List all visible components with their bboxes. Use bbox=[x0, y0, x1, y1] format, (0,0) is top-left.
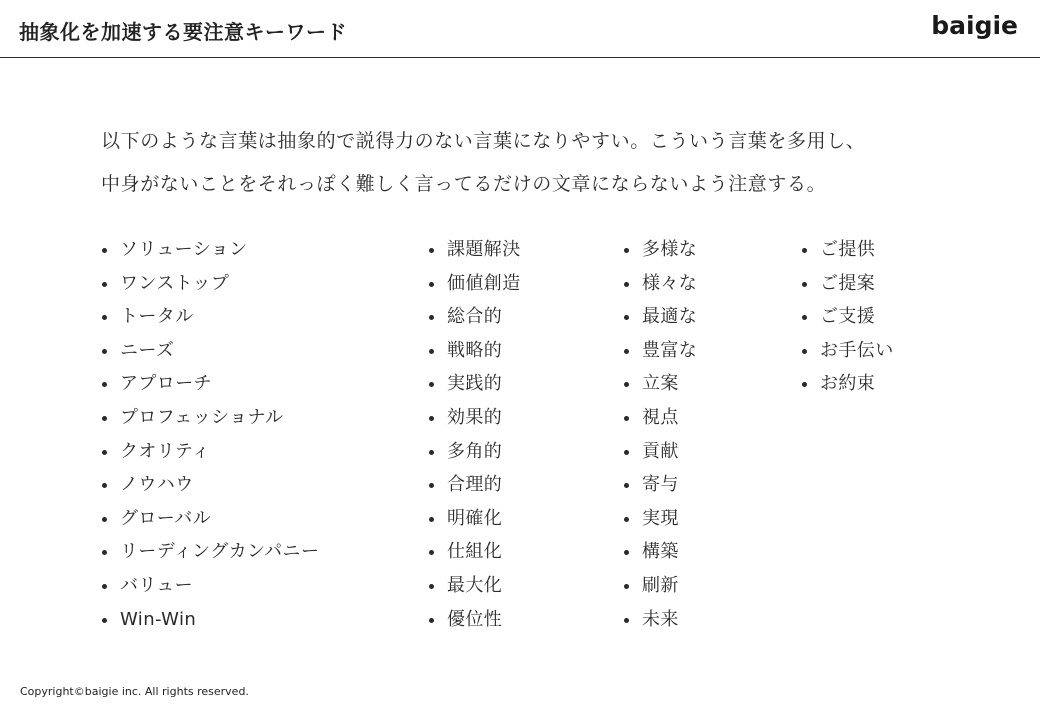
keyword-item: ご提案 bbox=[801, 267, 894, 301]
keyword-item: お手伝い bbox=[801, 334, 894, 368]
keyword-item: 貢献 bbox=[623, 435, 697, 469]
keyword-item: 価値創造 bbox=[428, 267, 521, 301]
keyword-item: ご提供 bbox=[801, 233, 894, 267]
keyword-item: 優位性 bbox=[428, 603, 521, 637]
keyword-item: 最適な bbox=[623, 300, 697, 334]
keyword-list-honorifics bbox=[801, 233, 894, 401]
copyright-footer: Copyright©baigie inc. All rights reserved. bbox=[20, 685, 249, 698]
keyword-item: プロフェッショナル bbox=[101, 401, 319, 435]
keyword-item: バリュー bbox=[101, 569, 319, 603]
keyword-item: 豊富な bbox=[623, 334, 697, 368]
keyword-item: トータル bbox=[101, 300, 319, 334]
keyword-item: アプローチ bbox=[101, 367, 319, 401]
keyword-item: 戦略的 bbox=[428, 334, 521, 368]
keyword-item: クオリティ bbox=[101, 435, 319, 469]
intro-text bbox=[101, 120, 981, 206]
keyword-item: お約束 bbox=[801, 367, 894, 401]
keyword-item: 刷新 bbox=[623, 569, 697, 603]
keyword-list-kanji-terms bbox=[428, 233, 521, 636]
keyword-item: 未来 bbox=[623, 603, 697, 637]
keyword-item: 構築 bbox=[623, 535, 697, 569]
header-bar bbox=[0, 0, 1040, 58]
keyword-item: グローバル bbox=[101, 502, 319, 536]
keyword-item: ノウハウ bbox=[101, 468, 319, 502]
keyword-item: Win-Win bbox=[101, 603, 319, 637]
keyword-item: 実践的 bbox=[428, 367, 521, 401]
keyword-item: ご支援 bbox=[801, 300, 894, 334]
keyword-item: 多角的 bbox=[428, 435, 521, 469]
keyword-list-katakana bbox=[101, 233, 319, 636]
keyword-item: 課題解決 bbox=[428, 233, 521, 267]
keyword-item: 実現 bbox=[623, 502, 697, 536]
keyword-item: 最大化 bbox=[428, 569, 521, 603]
keyword-item: ワンストップ bbox=[101, 267, 319, 301]
keyword-item: 様々な bbox=[623, 267, 697, 301]
page-title: 抽象化を加速する要注意キーワード bbox=[19, 20, 347, 44]
keyword-columns bbox=[0, 233, 1040, 643]
keyword-item: 立案 bbox=[623, 367, 697, 401]
keyword-item: リーディングカンパニー bbox=[101, 535, 319, 569]
keyword-item: 明確化 bbox=[428, 502, 521, 536]
keyword-item: 多様な bbox=[623, 233, 697, 267]
keyword-list-adjectives bbox=[623, 233, 697, 636]
intro-line-1: 以下のような言葉は抽象的で説得力のない言葉になりやすい。こういう言葉を多用し、 bbox=[101, 130, 866, 152]
keyword-item: 効果的 bbox=[428, 401, 521, 435]
keyword-item: ソリューション bbox=[101, 233, 319, 267]
keyword-item: 総合的 bbox=[428, 300, 521, 334]
intro-line-2: 中身がないことをそれっぽく難しく言ってるだけの文章にならないよう注意する。 bbox=[101, 173, 827, 195]
keyword-item: 仕組化 bbox=[428, 535, 521, 569]
brand-logo: baigie bbox=[931, 11, 1018, 40]
keyword-item: 寄与 bbox=[623, 468, 697, 502]
keyword-item: 合理的 bbox=[428, 468, 521, 502]
keyword-item: ニーズ bbox=[101, 334, 319, 368]
keyword-item: 視点 bbox=[623, 401, 697, 435]
